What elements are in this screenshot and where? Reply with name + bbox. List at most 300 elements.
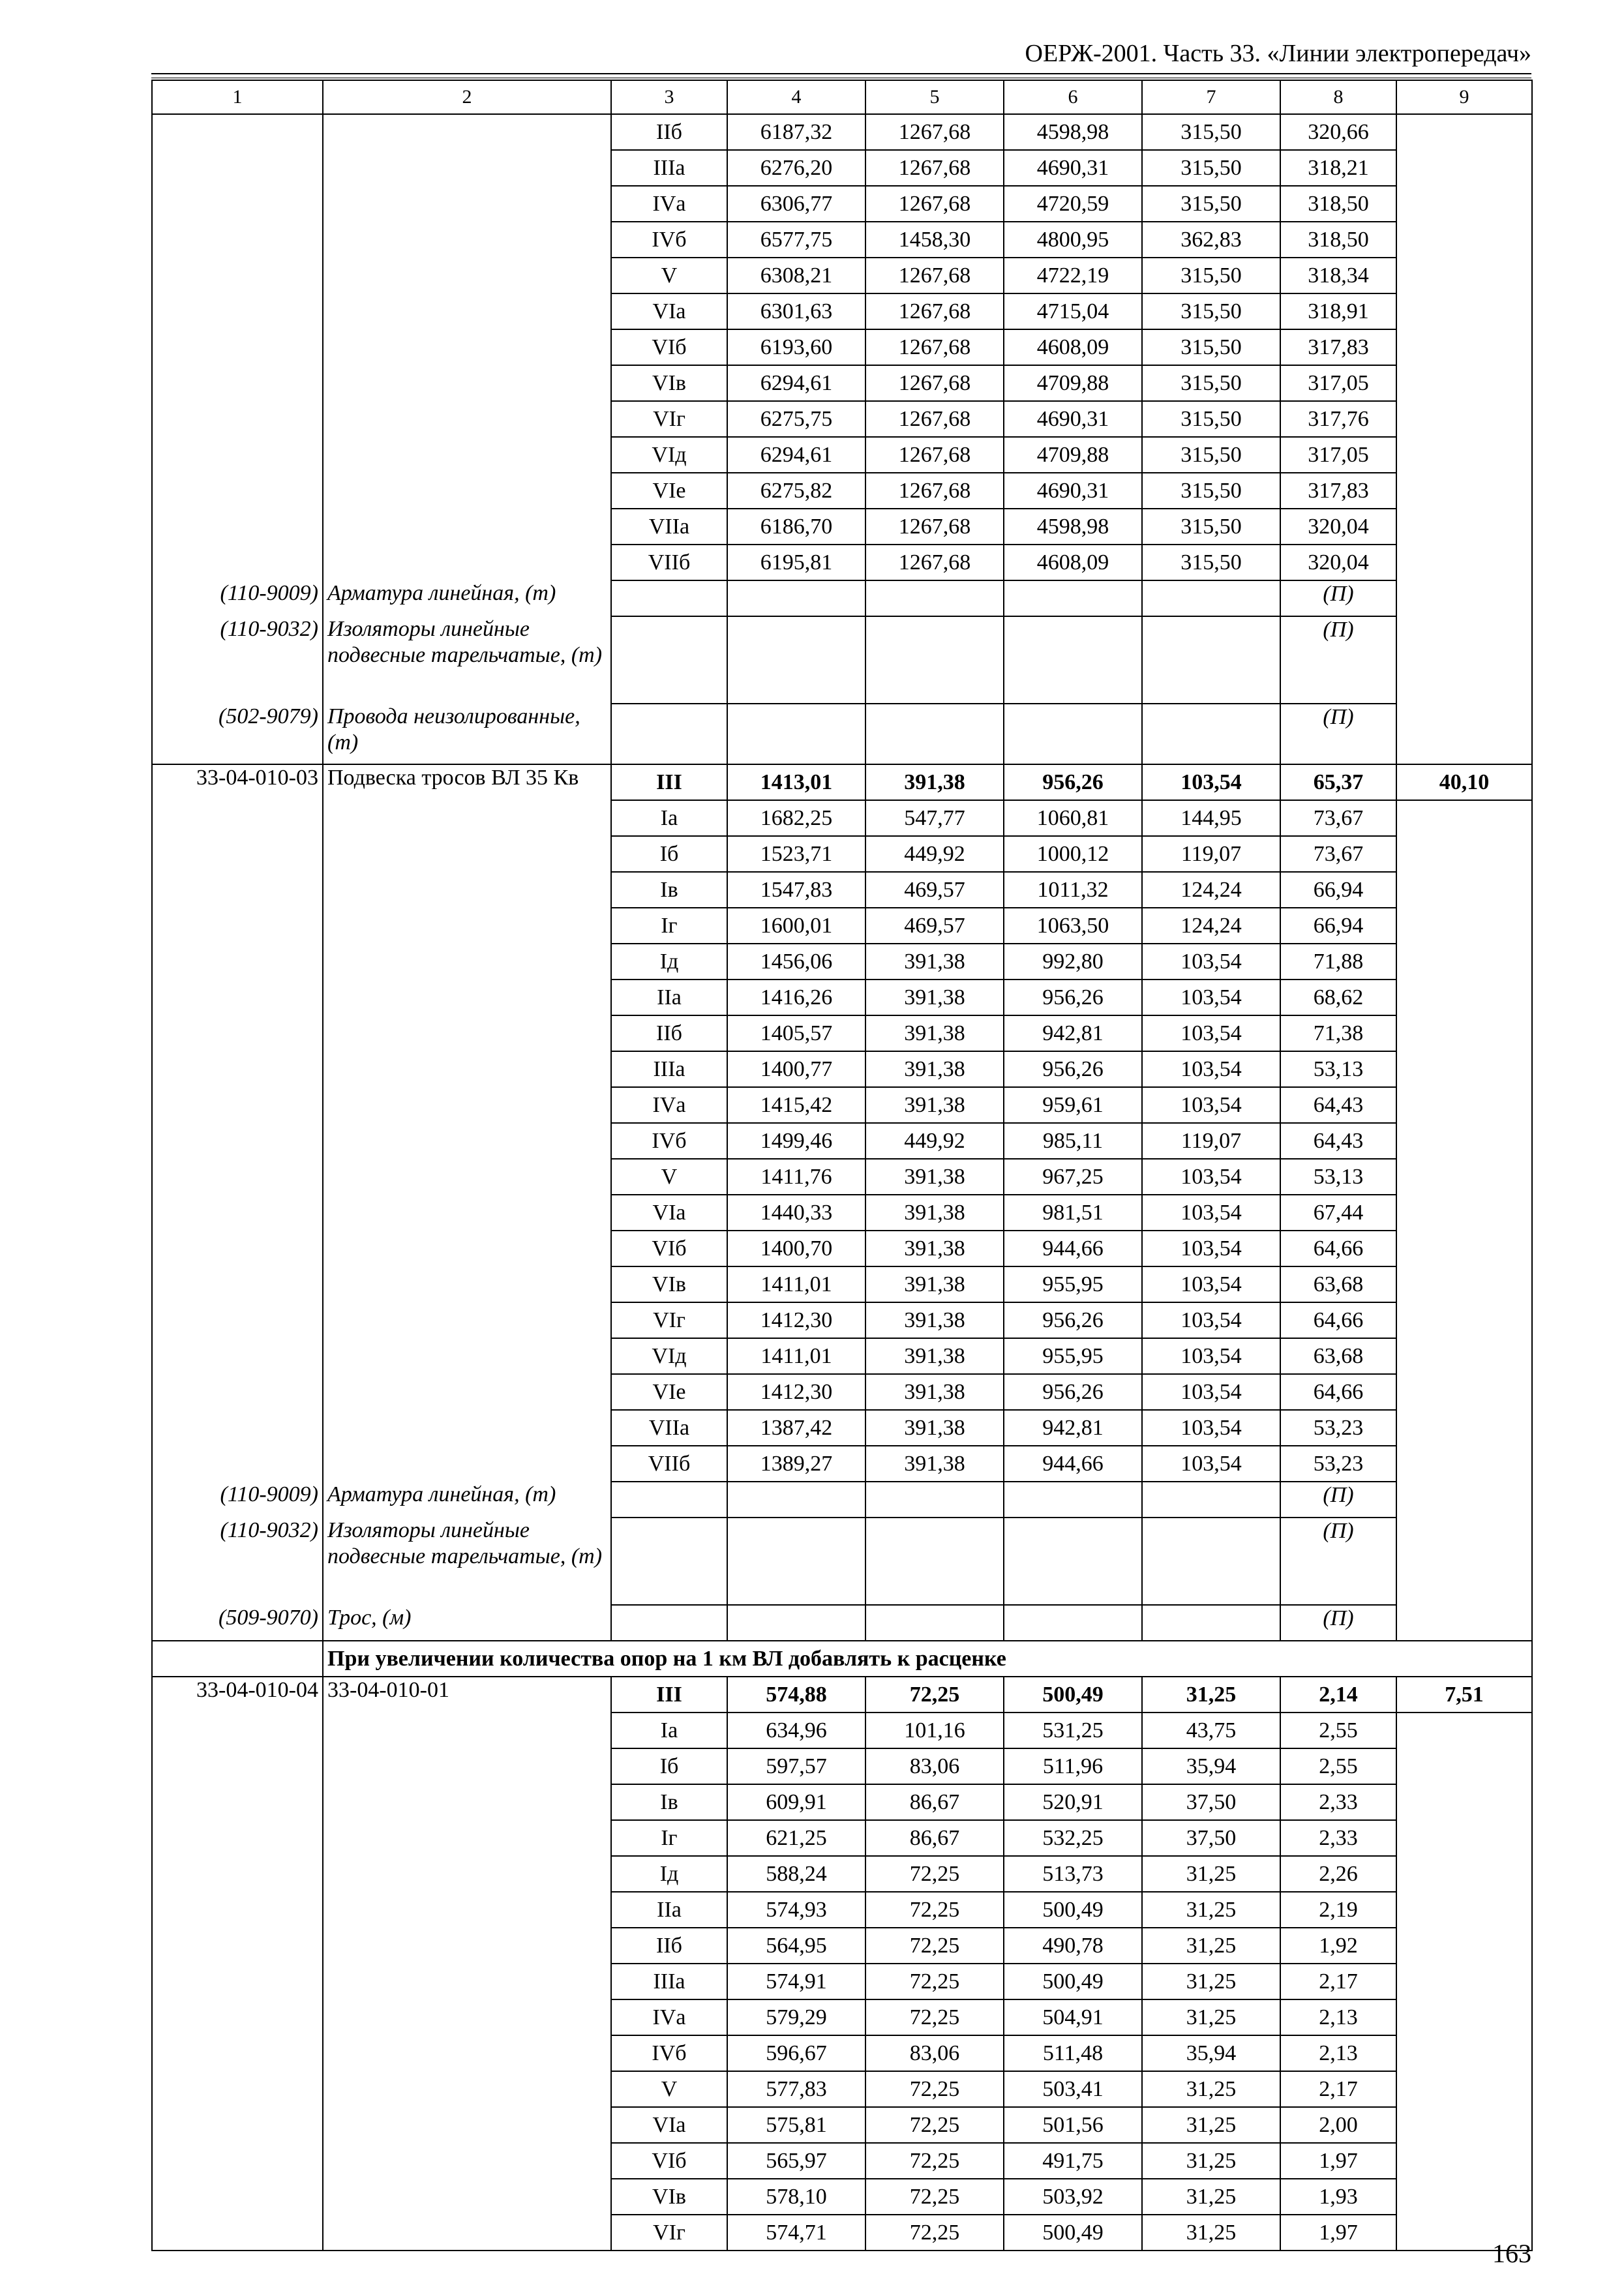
price-value: 64,66 [1280,1302,1396,1338]
price-value: 531,25 [1004,1713,1142,1748]
table-row [152,1087,1532,1123]
zone-label: VIб [611,1231,727,1266]
price-value: 4690,31 [1004,150,1142,186]
empty-cell [152,437,323,473]
price-value: 942,81 [1004,1015,1142,1051]
table-row [152,1374,1532,1410]
price-value: 564,95 [727,1928,865,1964]
zone-label: III [611,1677,727,1713]
table-row [152,1784,1532,1820]
zone-label: VIIб [611,545,727,580]
empty-cell [1396,1856,1532,1892]
empty-cell [865,704,1004,764]
empty-cell [152,1964,323,1999]
empty-cell [323,2107,611,2143]
table-row [152,1677,1532,1713]
price-value: 1,93 [1280,2179,1396,2215]
zone-label: VIе [611,473,727,509]
empty-cell [323,1338,611,1374]
empty-cell [323,1123,611,1159]
zone-label: Iа [611,1713,727,1748]
empty-cell [323,293,611,329]
empty-cell [1396,186,1532,222]
price-value: 1405,57 [727,1015,865,1051]
price-value: 1267,68 [865,473,1004,509]
price-value: 609,91 [727,1784,865,1820]
price-value: 391,38 [865,1231,1004,1266]
price-value: 315,50 [1142,545,1280,580]
zone-label: IVа [611,186,727,222]
price-value: 1456,06 [727,944,865,980]
price-value: 1267,68 [865,509,1004,545]
price-value: 1387,42 [727,1410,865,1446]
price-value: 621,25 [727,1820,865,1856]
table-row [152,1856,1532,1892]
price-value: 1411,76 [727,1159,865,1195]
material-mark: (П) [1280,704,1396,764]
price-value: 4608,09 [1004,545,1142,580]
price-value: 103,54 [1142,764,1280,800]
price-value: 4709,88 [1004,437,1142,473]
price-value: 35,94 [1142,2035,1280,2071]
price-value: 6308,21 [727,258,865,293]
zone-label: VIа [611,1195,727,1231]
table-row [152,2143,1532,2179]
empty-cell [152,1641,323,1677]
price-value: 124,24 [1142,872,1280,908]
price-value: 391,38 [865,980,1004,1015]
empty-cell [1396,2071,1532,2107]
price-value: 144,95 [1142,800,1280,836]
price-value: 4709,88 [1004,365,1142,401]
zone-label: VIг [611,2215,727,2251]
empty-cell [1396,1374,1532,1410]
empty-cell [1396,1410,1532,1446]
price-value: 955,95 [1004,1266,1142,1302]
price-value: 119,07 [1142,836,1280,872]
price-value: 6294,61 [727,437,865,473]
labor-cost: 40,10 [1396,764,1532,800]
zone-label: IIб [611,114,727,150]
empty-cell [152,1159,323,1195]
price-value: 942,81 [1004,1410,1142,1446]
price-value: 981,51 [1004,1195,1142,1231]
price-value: 72,25 [865,1999,1004,2035]
empty-cell [152,944,323,980]
price-value: 86,67 [865,1784,1004,1820]
price-value: 124,24 [1142,908,1280,944]
empty-cell [1396,222,1532,258]
empty-cell [323,1856,611,1892]
price-value: 4598,98 [1004,114,1142,150]
header-rule-thick [151,73,1531,74]
price-value: 53,23 [1280,1446,1396,1482]
empty-cell [152,1015,323,1051]
empty-cell [1396,1748,1532,1784]
empty-cell [323,1302,611,1338]
price-value: 53,13 [1280,1051,1396,1087]
price-value: 72,25 [865,2143,1004,2179]
empty-cell [152,800,323,836]
price-value: 317,76 [1280,401,1396,437]
zone-label: Iб [611,1748,727,1784]
price-value: 574,88 [727,1677,865,1713]
price-value: 501,56 [1004,2107,1142,2143]
table-row [152,437,1532,473]
price-value: 103,54 [1142,1410,1280,1446]
column-number: 9 [1396,80,1532,114]
price-value: 31,25 [1142,2143,1280,2179]
zone-label: Iб [611,836,727,872]
empty-cell [323,1087,611,1123]
price-value: 391,38 [865,1195,1004,1231]
price-value: 72,25 [865,2179,1004,2215]
price-value: 315,50 [1142,509,1280,545]
price-value: 1267,68 [865,293,1004,329]
empty-cell [1396,1928,1532,1964]
empty-cell [323,800,611,836]
empty-cell [152,365,323,401]
table-row [152,1964,1532,1999]
empty-cell [152,401,323,437]
price-value: 35,94 [1142,1748,1280,1784]
empty-cell [323,1195,611,1231]
empty-cell [1396,944,1532,980]
empty-cell [1004,1482,1142,1518]
table-row [152,186,1532,222]
price-value: 317,83 [1280,473,1396,509]
price-value: 103,54 [1142,980,1280,1015]
price-value: 4598,98 [1004,509,1142,545]
empty-cell [1396,545,1532,580]
empty-cell [323,1446,611,1482]
price-value: 315,50 [1142,186,1280,222]
price-value: 1267,68 [865,114,1004,150]
material-name: Провода неизолированные, (т) [323,704,611,764]
empty-cell [1396,1892,1532,1928]
empty-cell [1004,1605,1142,1641]
empty-cell [152,1820,323,1856]
price-value: 320,04 [1280,509,1396,545]
empty-cell [152,329,323,365]
zone-label: Iв [611,872,727,908]
price-value: 2,17 [1280,2071,1396,2107]
empty-cell [1396,1231,1532,1266]
empty-cell [1396,473,1532,509]
empty-cell [1396,1446,1532,1482]
zone-label: VIб [611,329,727,365]
empty-cell [152,293,323,329]
price-value: 1413,01 [727,764,865,800]
empty-cell [323,509,611,545]
price-value: 320,04 [1280,545,1396,580]
material-mark: (П) [1280,1518,1396,1605]
zone-label: Iд [611,944,727,980]
price-value: 31,25 [1142,1677,1280,1713]
price-value: 1267,68 [865,186,1004,222]
empty-cell [1396,800,1532,836]
empty-cell [152,545,323,580]
column-number: 5 [865,80,1004,114]
table-row [152,1123,1532,1159]
empty-cell [865,616,1004,704]
empty-cell [152,2143,323,2179]
empty-cell [1142,580,1280,616]
price-value: 1682,25 [727,800,865,836]
price-value: 66,94 [1280,908,1396,944]
material-row [152,1605,1532,1641]
price-value: 72,25 [865,1928,1004,1964]
price-value: 31,25 [1142,1928,1280,1964]
empty-cell [323,2215,611,2251]
empty-cell [1396,1964,1532,1999]
table-row [152,1231,1532,1266]
rate-code: 33-04-010-04 [152,1677,323,1713]
empty-cell [1396,580,1532,616]
empty-cell [152,908,323,944]
empty-cell [865,1482,1004,1518]
price-value: 315,50 [1142,150,1280,186]
price-value: 315,50 [1142,437,1280,473]
price-value: 955,95 [1004,1338,1142,1374]
column-number: 8 [1280,80,1396,114]
material-code: (502-9079) [152,704,323,764]
price-value: 500,49 [1004,1892,1142,1928]
price-value: 71,38 [1280,1015,1396,1051]
price-value: 53,13 [1280,1159,1396,1195]
price-value: 588,24 [727,1856,865,1892]
zone-label: VIд [611,1338,727,1374]
empty-cell [1396,704,1532,764]
price-value: 101,16 [865,1713,1004,1748]
empty-cell [865,580,1004,616]
empty-cell [611,1482,727,1518]
empty-cell [152,258,323,293]
price-value: 574,91 [727,1964,865,1999]
price-value: 2,26 [1280,1856,1396,1892]
price-value: 500,49 [1004,2215,1142,2251]
table-row [152,1928,1532,1964]
price-value: 83,06 [865,2035,1004,2071]
zone-label: V [611,258,727,293]
empty-cell [323,1051,611,1087]
table-row [152,1446,1532,1482]
empty-cell [323,1892,611,1928]
rate-name: 33-04-010-01 [323,1677,611,1713]
price-value: 318,50 [1280,186,1396,222]
price-value: 31,25 [1142,1964,1280,1999]
empty-cell [323,222,611,258]
price-value: 503,92 [1004,2179,1142,2215]
empty-cell [1396,2035,1532,2071]
empty-cell [1142,616,1280,704]
empty-cell [1396,2143,1532,2179]
zone-label: IVб [611,1123,727,1159]
price-value: 2,17 [1280,1964,1396,1999]
price-value: 2,33 [1280,1784,1396,1820]
empty-cell [1396,150,1532,186]
empty-cell [1004,1518,1142,1605]
empty-cell [1004,616,1142,704]
empty-cell [727,580,865,616]
price-value: 574,71 [727,2215,865,2251]
price-value: 1400,70 [727,1231,865,1266]
price-value: 391,38 [865,1446,1004,1482]
zone-label: IIIа [611,1051,727,1087]
empty-cell [1396,1820,1532,1856]
empty-cell [152,2071,323,2107]
empty-cell [865,1605,1004,1641]
empty-cell [727,1605,865,1641]
table-row [152,365,1532,401]
price-value: 318,91 [1280,293,1396,329]
empty-cell [1396,401,1532,437]
empty-cell [1396,1338,1532,1374]
price-value: 315,50 [1142,401,1280,437]
price-value: 1499,46 [727,1123,865,1159]
empty-cell [611,616,727,704]
price-value: 391,38 [865,1087,1004,1123]
price-value: 6301,63 [727,293,865,329]
price-value: 2,13 [1280,2035,1396,2071]
empty-cell [152,836,323,872]
price-value: 1267,68 [865,365,1004,401]
price-value: 43,75 [1142,1713,1280,1748]
price-value: 547,77 [865,800,1004,836]
price-value: 577,83 [727,2071,865,2107]
column-number-row [152,80,1532,114]
empty-cell [1396,437,1532,473]
empty-cell [323,1410,611,1446]
price-value: 4720,59 [1004,186,1142,222]
empty-cell [1396,1015,1532,1051]
empty-cell [323,2035,611,2071]
empty-cell [611,580,727,616]
price-value: 391,38 [865,1302,1004,1338]
empty-cell [865,1518,1004,1605]
empty-cell [1396,1999,1532,2035]
empty-cell [1396,293,1532,329]
empty-cell [152,1302,323,1338]
empty-cell [323,1015,611,1051]
price-value: 103,54 [1142,1338,1280,1374]
empty-cell [152,186,323,222]
price-value: 500,49 [1004,1677,1142,1713]
empty-cell [323,2071,611,2107]
price-value: 1416,26 [727,980,865,1015]
empty-cell [323,2143,611,2179]
table-row [152,1892,1532,1928]
empty-cell [152,2035,323,2071]
zone-label: VIIб [611,1446,727,1482]
price-value: 574,93 [727,1892,865,1928]
price-value: 31,25 [1142,2215,1280,2251]
table-row [152,329,1532,365]
price-value: 320,66 [1280,114,1396,150]
price-value: 37,50 [1142,1784,1280,1820]
table-row [152,545,1532,580]
table-row [152,800,1532,836]
material-name: Изоляторы линейные подвесные тарельчатые, (т) [323,1518,611,1605]
empty-cell [323,1928,611,1964]
empty-cell [1142,1518,1280,1605]
zone-label: VIв [611,365,727,401]
empty-cell [323,1374,611,1410]
price-value: 67,44 [1280,1195,1396,1231]
zone-label: IVа [611,1999,727,2035]
empty-cell [1142,704,1280,764]
empty-cell [152,1748,323,1784]
empty-cell [1396,1713,1532,1748]
price-value: 1,97 [1280,2143,1396,2179]
empty-cell [152,1231,323,1266]
price-value: 967,25 [1004,1159,1142,1195]
price-value: 53,23 [1280,1410,1396,1446]
price-value: 2,14 [1280,1677,1396,1713]
empty-cell [152,1892,323,1928]
price-value: 504,91 [1004,1999,1142,2035]
empty-cell [152,1374,323,1410]
price-value: 565,97 [727,2143,865,2179]
empty-cell [611,1605,727,1641]
price-value: 6187,32 [727,114,865,150]
empty-cell [1004,580,1142,616]
zone-label: VIIа [611,1410,727,1446]
price-value: 4690,31 [1004,401,1142,437]
table-row [152,1410,1532,1446]
price-value: 513,73 [1004,1856,1142,1892]
empty-cell [1396,1605,1532,1641]
price-value: 68,62 [1280,980,1396,1015]
empty-cell [152,872,323,908]
price-value: 956,26 [1004,1051,1142,1087]
material-name: Арматура линейная, (т) [323,580,611,616]
table-row [152,2179,1532,2215]
table-row [152,2215,1532,2251]
material-mark: (П) [1280,580,1396,616]
price-value: 2,19 [1280,1892,1396,1928]
page-header-title: ОЕРЖ-2001. Часть 33. «Линии электропередач» [1025,40,1531,67]
table-row [152,258,1532,293]
empty-cell [323,980,611,1015]
table-row [152,1338,1532,1374]
price-value: 31,25 [1142,2107,1280,2143]
empty-cell [152,1087,323,1123]
price-value: 6294,61 [727,365,865,401]
empty-cell [152,1713,323,1748]
zone-label: VIб [611,2143,727,2179]
price-value: 315,50 [1142,329,1280,365]
empty-cell [1396,365,1532,401]
price-value: 391,38 [865,944,1004,980]
price-value: 31,25 [1142,2179,1280,2215]
price-value: 362,83 [1142,222,1280,258]
price-value: 1547,83 [727,872,865,908]
empty-cell [323,258,611,293]
empty-cell [1396,616,1532,704]
empty-cell [323,1964,611,1999]
price-value: 315,50 [1142,473,1280,509]
column-number: 2 [323,80,611,114]
empty-cell [152,1123,323,1159]
price-value: 491,75 [1004,2143,1142,2179]
empty-cell [152,1266,323,1302]
price-value: 103,54 [1142,1159,1280,1195]
empty-cell [1396,1482,1532,1518]
empty-cell [152,2215,323,2251]
table-row [152,836,1532,872]
price-value: 1400,77 [727,1051,865,1087]
